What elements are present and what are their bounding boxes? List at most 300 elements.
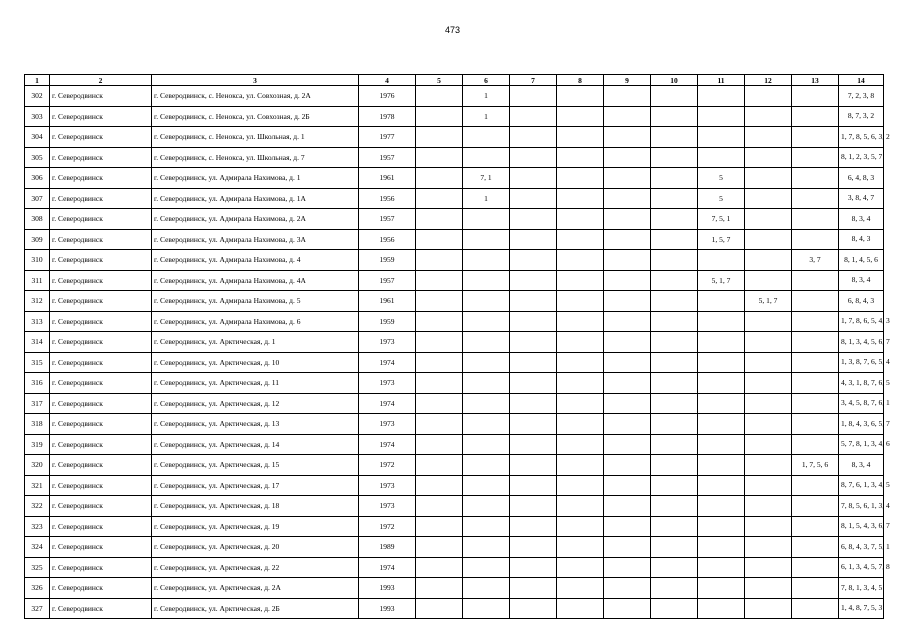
municipality-cell: г. Северодвинск — [50, 475, 152, 496]
column-14-cell: 6, 8, 4, 3, 7, 5, 1 — [839, 537, 884, 558]
column-9-cell — [604, 250, 651, 271]
column-8-cell — [557, 168, 604, 189]
table-row — [25, 147, 884, 168]
column-6-cell — [463, 455, 510, 476]
column-11-cell — [698, 434, 745, 455]
column-8-cell — [557, 229, 604, 250]
column-6-cell — [463, 209, 510, 230]
address-cell: г. Северодвинск, ул. Арктическая, д. 2А — [152, 578, 359, 599]
row-number-cell: 325 — [25, 557, 50, 578]
column-8-cell — [557, 455, 604, 476]
table-row — [25, 414, 884, 435]
year-cell: 1973 — [359, 332, 416, 353]
column-6-cell — [463, 311, 510, 332]
column-13-cell — [792, 106, 839, 127]
column-header: 14 — [839, 75, 884, 86]
column-11-cell — [698, 578, 745, 599]
address-cell: г. Северодвинск, ул. Арктическая, д. 19 — [152, 516, 359, 537]
year-cell: 1959 — [359, 311, 416, 332]
address-cell: г. Северодвинск, с. Ненокса, ул. Совхозная, д. 2Б — [152, 106, 359, 127]
column-14-cell: 1, 7, 8, 5, 6, 3, 2 — [839, 127, 884, 148]
column-11-cell — [698, 598, 745, 619]
column-12-cell — [745, 434, 792, 455]
column-6-cell: 1 — [463, 188, 510, 209]
address-cell: г. Северодвинск, ул. Арктическая, д. 12 — [152, 393, 359, 414]
year-cell: 1972 — [359, 455, 416, 476]
housing-registry-table — [24, 74, 890, 619]
table-row — [25, 537, 884, 558]
column-11-cell — [698, 537, 745, 558]
column-10-cell — [651, 209, 698, 230]
column-12-cell — [745, 496, 792, 517]
column-8-cell — [557, 373, 604, 394]
column-5-cell — [416, 106, 463, 127]
municipality-cell: г. Северодвинск — [50, 147, 152, 168]
column-11-cell — [698, 557, 745, 578]
column-5-cell — [416, 557, 463, 578]
column-5-cell — [416, 373, 463, 394]
column-10-cell — [651, 291, 698, 312]
column-10-cell — [651, 455, 698, 476]
column-8-cell — [557, 127, 604, 148]
column-13-cell — [792, 373, 839, 394]
column-5-cell — [416, 475, 463, 496]
column-13-cell — [792, 188, 839, 209]
column-13-cell — [792, 557, 839, 578]
column-8-cell — [557, 557, 604, 578]
column-9-cell — [604, 86, 651, 107]
column-6-cell — [463, 578, 510, 599]
column-13-cell — [792, 414, 839, 435]
column-10-cell — [651, 168, 698, 189]
column-14-cell: 8, 1, 3, 4, 5, 6, 7 — [839, 332, 884, 353]
column-12-cell — [745, 475, 792, 496]
column-10-cell — [651, 373, 698, 394]
column-7-cell — [510, 578, 557, 599]
column-12-cell — [745, 86, 792, 107]
column-10-cell — [651, 86, 698, 107]
column-8-cell — [557, 578, 604, 599]
column-7-cell — [510, 311, 557, 332]
column-12-cell — [745, 455, 792, 476]
column-header: 10 — [651, 75, 698, 86]
column-6-cell — [463, 557, 510, 578]
column-8-cell — [557, 598, 604, 619]
address-cell: г. Северодвинск, ул. Арктическая, д. 22 — [152, 557, 359, 578]
address-cell: г. Северодвинск, ул. Адмирала Нахимова, д. 3А — [152, 229, 359, 250]
column-10-cell — [651, 229, 698, 250]
year-cell: 1974 — [359, 352, 416, 373]
column-7-cell — [510, 270, 557, 291]
column-6-cell: 1 — [463, 106, 510, 127]
row-number-cell: 318 — [25, 414, 50, 435]
column-7-cell — [510, 516, 557, 537]
column-9-cell — [604, 229, 651, 250]
column-header: 9 — [604, 75, 651, 86]
column-5-cell — [416, 537, 463, 558]
column-11-cell — [698, 393, 745, 414]
column-14-cell: 8, 1, 2, 3, 5, 7 — [839, 147, 884, 168]
column-9-cell — [604, 578, 651, 599]
column-9-cell — [604, 414, 651, 435]
table-row — [25, 250, 884, 271]
address-cell: г. Северодвинск, ул. Арктическая, д. 18 — [152, 496, 359, 517]
column-8-cell — [557, 188, 604, 209]
row-number-cell: 306 — [25, 168, 50, 189]
address-cell: г. Северодвинск, ул. Адмирала Нахимова, д. 2А — [152, 209, 359, 230]
table-row — [25, 598, 884, 619]
column-11-cell: 5 — [698, 188, 745, 209]
municipality-cell: г. Северодвинск — [50, 188, 152, 209]
column-10-cell — [651, 393, 698, 414]
column-6-cell — [463, 373, 510, 394]
column-5-cell — [416, 229, 463, 250]
year-cell: 1993 — [359, 578, 416, 599]
column-5-cell — [416, 291, 463, 312]
column-5-cell — [416, 147, 463, 168]
table-row — [25, 127, 884, 148]
column-12-cell — [745, 209, 792, 230]
municipality-cell: г. Северодвинск — [50, 414, 152, 435]
column-10-cell — [651, 188, 698, 209]
table-row — [25, 578, 884, 599]
column-9-cell — [604, 598, 651, 619]
year-cell: 1972 — [359, 516, 416, 537]
column-14-cell: 1, 8, 4, 3, 6, 5, 7 — [839, 414, 884, 435]
table-row — [25, 516, 884, 537]
column-11-cell: 5 — [698, 168, 745, 189]
table-header — [25, 75, 884, 86]
column-header: 4 — [359, 75, 416, 86]
column-12-cell — [745, 229, 792, 250]
column-8-cell — [557, 106, 604, 127]
column-14-cell: 8, 7, 6, 1, 3, 4, 5 — [839, 475, 884, 496]
column-7-cell — [510, 188, 557, 209]
row-number-cell: 308 — [25, 209, 50, 230]
column-6-cell — [463, 414, 510, 435]
row-number-cell: 322 — [25, 496, 50, 517]
column-header: 3 — [152, 75, 359, 86]
column-6-cell — [463, 229, 510, 250]
column-header: 11 — [698, 75, 745, 86]
row-number-cell: 326 — [25, 578, 50, 599]
column-12-cell — [745, 127, 792, 148]
municipality-cell: г. Северодвинск — [50, 168, 152, 189]
column-13-cell — [792, 516, 839, 537]
column-11-cell — [698, 475, 745, 496]
municipality-cell: г. Северодвинск — [50, 352, 152, 373]
address-cell: г. Северодвинск, ул. Адмирала Нахимова, д. 6 — [152, 311, 359, 332]
column-11-cell — [698, 311, 745, 332]
column-9-cell — [604, 373, 651, 394]
column-10-cell — [651, 250, 698, 271]
page-number: 473 — [444, 25, 461, 35]
row-number-cell: 324 — [25, 537, 50, 558]
address-cell: г. Северодвинск, ул. Арктическая, д. 20 — [152, 537, 359, 558]
table-row — [25, 475, 884, 496]
column-11-cell — [698, 332, 745, 353]
row-number-cell: 314 — [25, 332, 50, 353]
column-9-cell — [604, 352, 651, 373]
column-6-cell — [463, 496, 510, 517]
address-cell: г. Северодвинск, ул. Арктическая, д. 11 — [152, 373, 359, 394]
column-8-cell — [557, 311, 604, 332]
column-9-cell — [604, 434, 651, 455]
column-6-cell — [463, 475, 510, 496]
column-6-cell — [463, 270, 510, 291]
column-8-cell — [557, 147, 604, 168]
column-10-cell — [651, 106, 698, 127]
column-7-cell — [510, 106, 557, 127]
column-12-cell — [745, 188, 792, 209]
column-8-cell — [557, 291, 604, 312]
column-header: 13 — [792, 75, 839, 86]
address-cell: г. Северодвинск, ул. Адмирала Нахимова, д. 4 — [152, 250, 359, 271]
column-12-cell — [745, 352, 792, 373]
column-10-cell — [651, 270, 698, 291]
row-number-cell: 310 — [25, 250, 50, 271]
column-7-cell — [510, 291, 557, 312]
municipality-cell: г. Северодвинск — [50, 291, 152, 312]
column-header: 2 — [50, 75, 152, 86]
column-12-cell — [745, 311, 792, 332]
column-10-cell — [651, 332, 698, 353]
column-13-cell: 3, 7 — [792, 250, 839, 271]
column-8-cell — [557, 414, 604, 435]
column-5-cell — [416, 434, 463, 455]
column-6-cell — [463, 516, 510, 537]
column-11-cell — [698, 106, 745, 127]
address-cell: г. Северодвинск, ул. Адмирала Нахимова, д. 1А — [152, 188, 359, 209]
column-10-cell — [651, 311, 698, 332]
column-11-cell — [698, 250, 745, 271]
address-cell: г. Северодвинск, с. Ненокса, ул. Совхозная, д. 2А — [152, 86, 359, 107]
column-7-cell — [510, 250, 557, 271]
column-7-cell — [510, 537, 557, 558]
year-cell: 1974 — [359, 434, 416, 455]
column-13-cell — [792, 291, 839, 312]
column-12-cell — [745, 557, 792, 578]
column-5-cell — [416, 496, 463, 517]
table-row — [25, 270, 884, 291]
column-13-cell — [792, 270, 839, 291]
column-7-cell — [510, 209, 557, 230]
column-5-cell — [416, 250, 463, 271]
table-row — [25, 332, 884, 353]
column-8-cell — [557, 516, 604, 537]
year-cell: 1973 — [359, 414, 416, 435]
column-11-cell — [698, 86, 745, 107]
municipality-cell: г. Северодвинск — [50, 496, 152, 517]
column-9-cell — [604, 188, 651, 209]
column-11-cell — [698, 352, 745, 373]
table-body — [25, 86, 890, 619]
column-7-cell — [510, 373, 557, 394]
column-12-cell — [745, 516, 792, 537]
column-11-cell — [698, 147, 745, 168]
column-12-cell — [745, 414, 792, 435]
column-13-cell — [792, 352, 839, 373]
column-14-cell: 7, 2, 3, 8 — [839, 86, 884, 107]
column-6-cell — [463, 352, 510, 373]
table-row — [25, 455, 884, 476]
year-cell: 1993 — [359, 598, 416, 619]
column-12-cell — [745, 270, 792, 291]
row-number-cell: 303 — [25, 106, 50, 127]
municipality-cell: г. Северодвинск — [50, 86, 152, 107]
column-8-cell — [557, 434, 604, 455]
column-5-cell — [416, 127, 463, 148]
municipality-cell: г. Северодвинск — [50, 250, 152, 271]
year-cell: 1959 — [359, 250, 416, 271]
row-number-cell: 319 — [25, 434, 50, 455]
column-13-cell — [792, 86, 839, 107]
column-7-cell — [510, 229, 557, 250]
column-10-cell — [651, 414, 698, 435]
table-row — [25, 209, 884, 230]
column-14-cell: 5, 7, 8, 1, 3, 4, 6 — [839, 434, 884, 455]
column-10-cell — [651, 475, 698, 496]
column-10-cell — [651, 147, 698, 168]
column-header: 12 — [745, 75, 792, 86]
column-7-cell — [510, 352, 557, 373]
column-14-cell: 3, 8, 4, 7 — [839, 188, 884, 209]
column-13-cell: 1, 7, 5, 6 — [792, 455, 839, 476]
municipality-cell: г. Северодвинск — [50, 434, 152, 455]
column-header: 7 — [510, 75, 557, 86]
row-number-cell: 307 — [25, 188, 50, 209]
column-5-cell — [416, 270, 463, 291]
column-8-cell — [557, 537, 604, 558]
table-row — [25, 168, 884, 189]
column-12-cell — [745, 332, 792, 353]
column-6-cell — [463, 291, 510, 312]
year-cell: 1957 — [359, 270, 416, 291]
table-row — [25, 496, 884, 517]
column-9-cell — [604, 106, 651, 127]
column-5-cell — [416, 86, 463, 107]
row-number-cell: 323 — [25, 516, 50, 537]
table-row — [25, 106, 884, 127]
address-cell: г. Северодвинск, ул. Арктическая, д. 10 — [152, 352, 359, 373]
column-5-cell — [416, 455, 463, 476]
column-7-cell — [510, 168, 557, 189]
column-header: 6 — [463, 75, 510, 86]
column-12-cell — [745, 147, 792, 168]
column-12-cell — [745, 537, 792, 558]
column-13-cell — [792, 229, 839, 250]
year-cell: 1956 — [359, 188, 416, 209]
column-14-cell: 8, 1, 5, 4, 3, 6, 7 — [839, 516, 884, 537]
year-cell: 1956 — [359, 229, 416, 250]
address-cell: г. Северодвинск, ул. Адмирала Нахимова, д. 5 — [152, 291, 359, 312]
column-11-cell — [698, 414, 745, 435]
column-11-cell — [698, 455, 745, 476]
column-14-cell: 7, 8, 5, 6, 1, 3, 4 — [839, 496, 884, 517]
row-number-cell: 313 — [25, 311, 50, 332]
column-7-cell — [510, 147, 557, 168]
column-9-cell — [604, 147, 651, 168]
column-7-cell — [510, 393, 557, 414]
column-5-cell — [416, 188, 463, 209]
column-13-cell — [792, 168, 839, 189]
column-7-cell — [510, 86, 557, 107]
column-9-cell — [604, 393, 651, 414]
column-13-cell — [792, 147, 839, 168]
column-12-cell: 5, 1, 7 — [745, 291, 792, 312]
year-cell: 1976 — [359, 86, 416, 107]
column-13-cell — [792, 311, 839, 332]
year-cell: 1989 — [359, 537, 416, 558]
column-8-cell — [557, 393, 604, 414]
column-5-cell — [416, 332, 463, 353]
column-11-cell — [698, 496, 745, 517]
column-6-cell — [463, 147, 510, 168]
address-cell: г. Северодвинск, ул. Арктическая, д. 2Б — [152, 598, 359, 619]
year-cell: 1977 — [359, 127, 416, 148]
municipality-cell: г. Северодвинск — [50, 598, 152, 619]
address-cell: г. Северодвинск, ул. Арктическая, д. 14 — [152, 434, 359, 455]
year-cell: 1974 — [359, 393, 416, 414]
column-8-cell — [557, 270, 604, 291]
column-13-cell — [792, 475, 839, 496]
column-7-cell — [510, 598, 557, 619]
column-7-cell — [510, 434, 557, 455]
municipality-cell: г. Северодвинск — [50, 393, 152, 414]
column-8-cell — [557, 475, 604, 496]
column-6-cell — [463, 598, 510, 619]
year-cell: 1961 — [359, 168, 416, 189]
column-14-cell: 8, 1, 4, 5, 6 — [839, 250, 884, 271]
column-7-cell — [510, 332, 557, 353]
column-11-cell: 5, 1, 7 — [698, 270, 745, 291]
column-9-cell — [604, 516, 651, 537]
column-5-cell — [416, 516, 463, 537]
column-9-cell — [604, 209, 651, 230]
table-row — [25, 557, 884, 578]
address-cell: г. Северодвинск, ул. Арктическая, д. 15 — [152, 455, 359, 476]
column-12-cell — [745, 393, 792, 414]
address-cell: г. Северодвинск, ул. Адмирала Нахимова, д. 4А — [152, 270, 359, 291]
column-8-cell — [557, 86, 604, 107]
column-5-cell — [416, 598, 463, 619]
year-cell: 1973 — [359, 475, 416, 496]
year-cell: 1961 — [359, 291, 416, 312]
municipality-cell: г. Северодвинск — [50, 270, 152, 291]
column-8-cell — [557, 250, 604, 271]
column-7-cell — [510, 475, 557, 496]
row-number-cell: 317 — [25, 393, 50, 414]
address-cell: г. Северодвинск, с. Ненокса, ул. Школьная, д. 7 — [152, 147, 359, 168]
table-row — [25, 373, 884, 394]
municipality-cell: г. Северодвинск — [50, 516, 152, 537]
municipality-cell: г. Северодвинск — [50, 537, 152, 558]
column-14-cell: 1, 3, 8, 7, 6, 5, 4 — [839, 352, 884, 373]
municipality-cell: г. Северодвинск — [50, 209, 152, 230]
column-5-cell — [416, 311, 463, 332]
column-8-cell — [557, 209, 604, 230]
column-6-cell — [463, 434, 510, 455]
municipality-cell: г. Северодвинск — [50, 455, 152, 476]
address-cell: г. Северодвинск, ул. Арктическая, д. 13 — [152, 414, 359, 435]
table-row — [25, 393, 884, 414]
column-6-cell: 7, 1 — [463, 168, 510, 189]
column-12-cell — [745, 598, 792, 619]
municipality-cell: г. Северодвинск — [50, 311, 152, 332]
column-6-cell — [463, 537, 510, 558]
column-9-cell — [604, 496, 651, 517]
column-5-cell — [416, 393, 463, 414]
